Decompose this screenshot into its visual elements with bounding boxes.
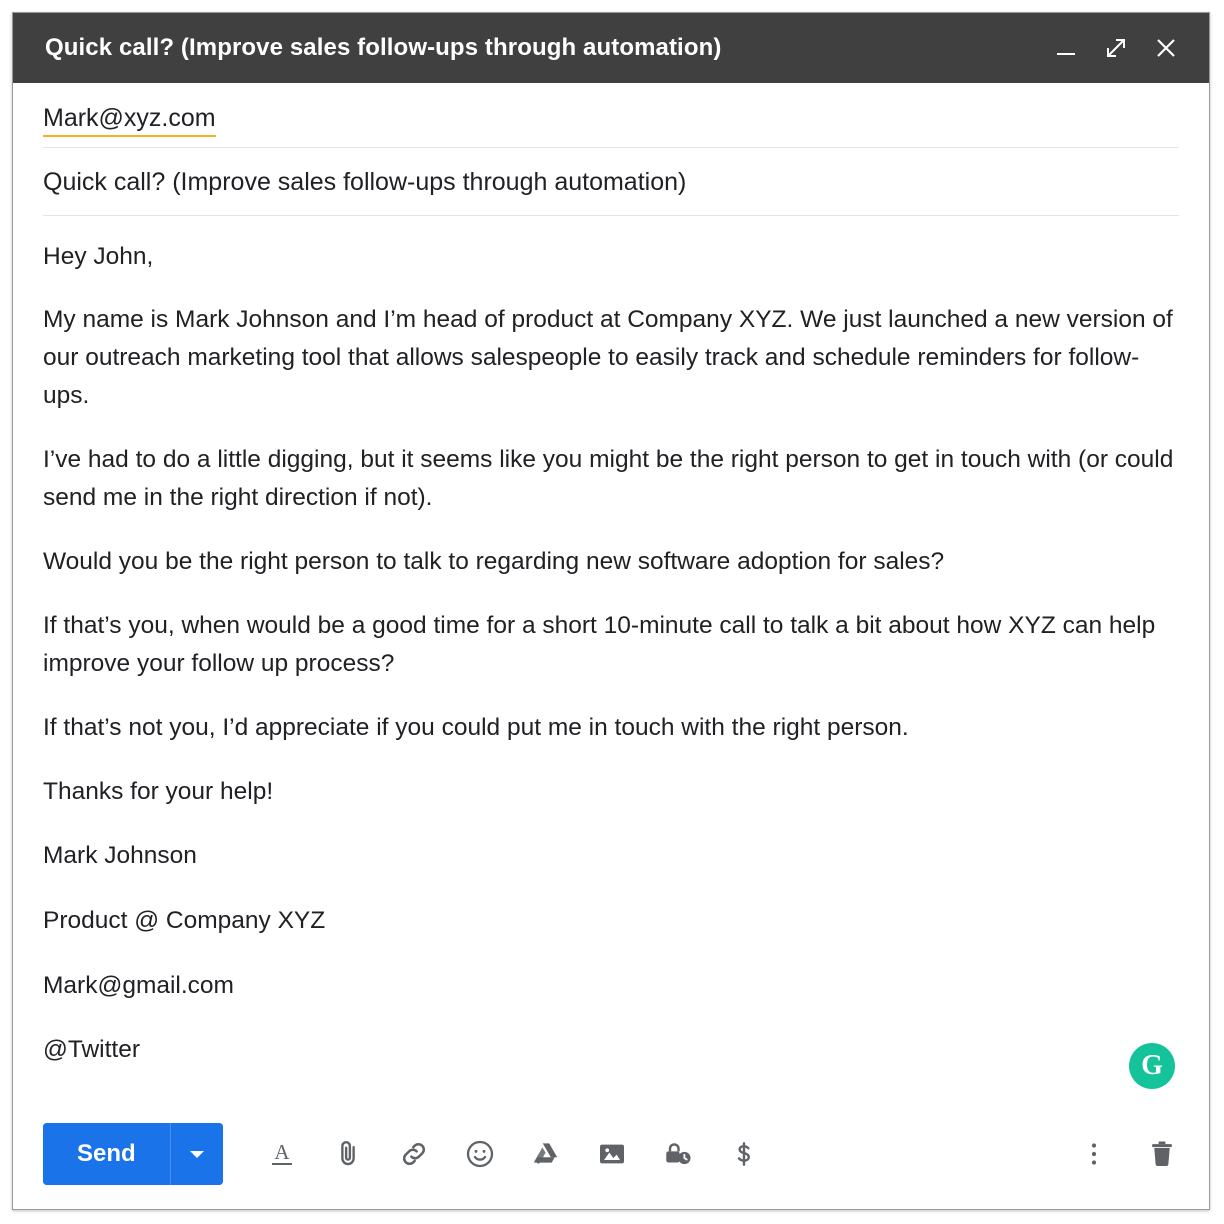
insert-emoji-icon[interactable] bbox=[463, 1137, 497, 1171]
body-paragraph: My name is Mark Johnson and I’m head of product at Company XYZ. We just launched a new version of our outreach marketing tool that allows salespeople to easily track and schedule reminders for follow-ups. bbox=[43, 306, 1173, 410]
body-paragraph: Hey John, bbox=[43, 242, 154, 270]
signature-line: Mark Johnson bbox=[43, 842, 197, 870]
more-options-icon[interactable] bbox=[1077, 1137, 1111, 1171]
minimize-icon[interactable] bbox=[1053, 35, 1079, 61]
insert-link-icon[interactable] bbox=[397, 1137, 431, 1171]
send-button[interactable]: Send bbox=[43, 1123, 170, 1185]
body-paragraph: If that’s not you, I’d appreciate if you could put me in touch with the right person. bbox=[43, 714, 909, 742]
expand-icon[interactable] bbox=[1103, 35, 1129, 61]
grammarly-badge-icon[interactable]: G bbox=[1129, 1043, 1175, 1089]
signature-line: Product @ Company XYZ bbox=[43, 906, 326, 934]
body-paragraph: Thanks for your help! bbox=[43, 778, 274, 806]
svg-text:A: A bbox=[274, 1140, 290, 1164]
message-body[interactable] bbox=[43, 216, 1179, 1100]
compose-window bbox=[12, 12, 1210, 1210]
discard-draft-icon[interactable] bbox=[1145, 1137, 1179, 1171]
compose-title-bar bbox=[13, 13, 1209, 83]
compose-toolbar bbox=[13, 1099, 1209, 1209]
signature-line: @Twitter bbox=[43, 1036, 141, 1064]
subject-field[interactable]: Quick call? (Improve sales follow-ups through automation) bbox=[43, 148, 1179, 216]
close-icon[interactable] bbox=[1153, 35, 1179, 61]
body-paragraph: If that’s you, when would be a good time for a short 10-minute call to talk a bit about how XYZ can help improve your follow up process? bbox=[43, 612, 1156, 678]
body-paragraph: I’ve had to do a little digging, but it seems like you might be the right person to get in touch with (or could send me in the right direction if not). bbox=[43, 446, 1174, 512]
window-controls bbox=[1053, 35, 1187, 61]
attach-file-icon[interactable] bbox=[331, 1137, 365, 1171]
formatting-options-icon[interactable] bbox=[265, 1137, 299, 1171]
insert-photo-icon[interactable] bbox=[595, 1137, 629, 1171]
formatting-tool-icons bbox=[265, 1137, 1077, 1171]
recipient-field[interactable] bbox=[43, 83, 1179, 148]
insert-money-icon[interactable] bbox=[727, 1137, 761, 1171]
send-options-caret-icon[interactable] bbox=[170, 1123, 223, 1185]
insert-drive-icon[interactable] bbox=[529, 1137, 563, 1171]
confidential-mode-icon[interactable] bbox=[661, 1137, 695, 1171]
compose-title: Quick call? (Improve sales follow-ups through automation) bbox=[45, 34, 722, 61]
signature-block bbox=[43, 837, 1179, 1070]
compose-body-area bbox=[13, 83, 1209, 1099]
recipient-value[interactable]: Mark@xyz.com bbox=[43, 105, 216, 137]
toolbar-right-icons bbox=[1077, 1137, 1179, 1171]
body-paragraph: Would you be the right person to talk to regarding new software adoption for sales? bbox=[43, 548, 945, 576]
send-button-group[interactable] bbox=[43, 1123, 223, 1185]
signature-line: Mark@gmail.com bbox=[43, 971, 234, 999]
